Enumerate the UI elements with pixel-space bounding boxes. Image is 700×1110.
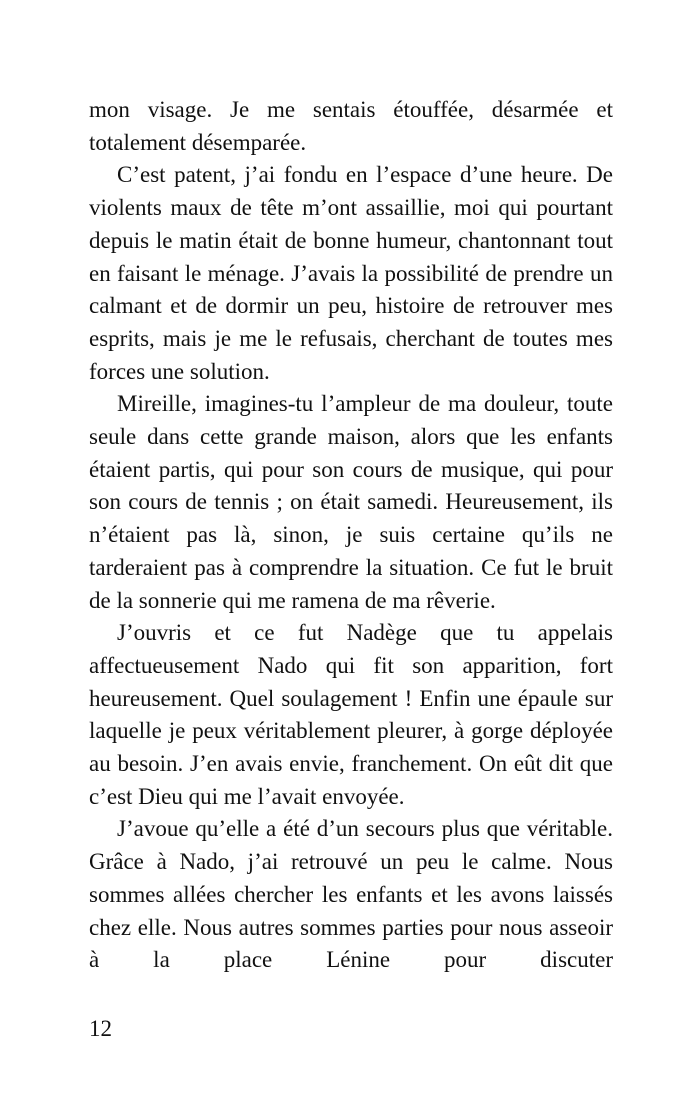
paragraph-5: J’avoue qu’elle a été d’un secours plus que véritable. Grâce à Nado, j’ai retrouvé un peu le calme. Nous sommes allées chercher les enfants et les avons laissés chez elle. Nous autres sommes parties pour nous asseoir à la place Lénine pour discuter xyxy=(89,816,613,973)
book-page-text xyxy=(89,94,613,977)
paragraph-3: Mireille, imagines-tu l’ampleur de ma douleur, toute seule dans cette grande maison, alors que les enfants étaient partis, qui pour son cours de musique, qui pour son cours de tennis ; on était samedi. Heureusement, ils n’étaient pas là, sinon, je suis certaine qu’ils ne tarderaient pas à comprendre la situation. Ce fut le bruit de la sonnerie qui me ramena de ma rêverie. xyxy=(89,391,613,613)
paragraph-4: J’ouvris et ce fut Nadège que tu appelais affectueusement Nado qui fit son apparition, fort heureusement. Quel soulagement ! Enfin une épaule sur laquelle je peux véritablement pleurer, à gorge déployée au besoin. J’en avais envie, franchement. On eût dit que c’est Dieu qui me l’avait envoyée. xyxy=(89,620,613,809)
paragraph-2: C’est patent, j’ai fondu en l’espace d’une heure. De violents maux de tête m’ont assaillie, moi qui pourtant depuis le matin était de bonne humeur, chantonnant tout en faisant le ménage. J’avais la possibilité de prendre un calmant et de dormir un peu, histoire de retrouver mes esprits, mais je me le refusais, cherchant de toutes mes forces une solution. xyxy=(89,162,613,384)
page-number: 12 xyxy=(89,1016,112,1041)
paragraph-1: mon visage. Je me sentais étouffée, désarmée et totalement désemparée. xyxy=(89,97,613,155)
